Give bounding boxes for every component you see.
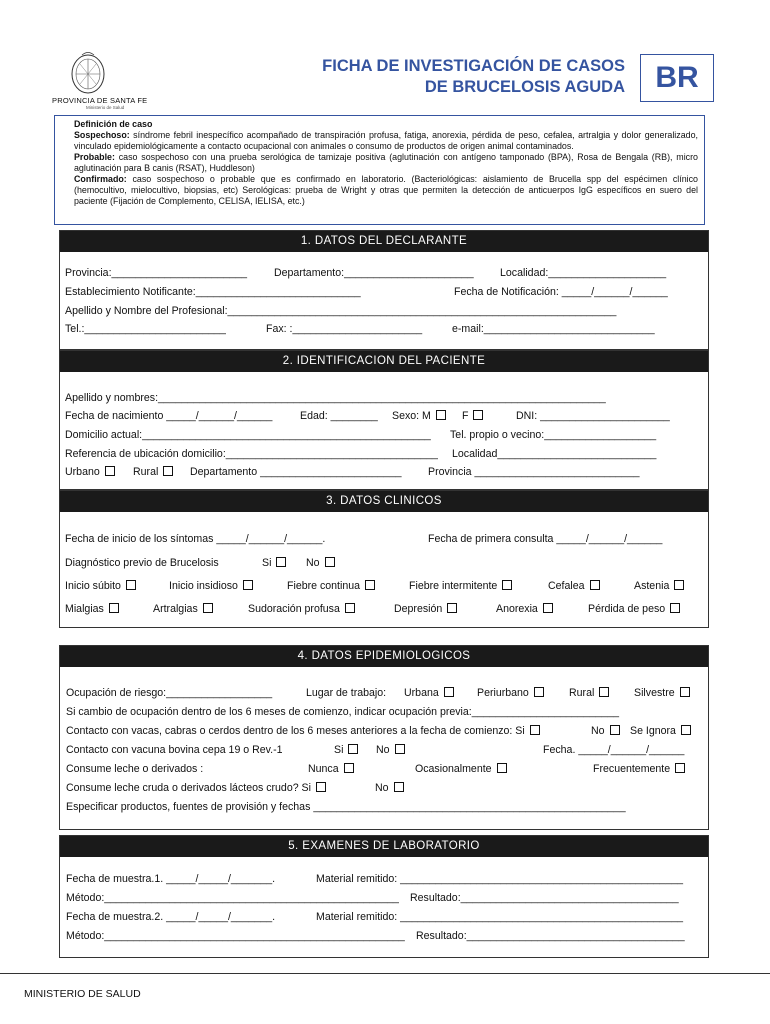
diagnostico-no-checkbox[interactable] [325, 557, 335, 567]
contacto-vacuna-label: Contacto con vacuna bovina cepa 19 o Rev.-1 [66, 744, 283, 756]
edad-field[interactable]: Edad: ________ [300, 410, 378, 422]
section-declarante [59, 230, 709, 350]
resultado-2-field[interactable]: Resultado:_____________________________________ [416, 930, 685, 942]
urbano-checkbox[interactable] [105, 466, 115, 476]
symptom-label: Fiebre intermitente [409, 580, 498, 592]
urbana-checkbox[interactable] [444, 687, 454, 697]
urbana-option[interactable] [404, 687, 454, 699]
fecha-inicio-sintomas-field[interactable]: Fecha de inicio de los síntomas _____/______/______. [65, 533, 326, 545]
symptom-option[interactable] [548, 580, 600, 592]
metodo-2-field[interactable]: Método:___________________________________________________ [66, 930, 405, 942]
rural-option[interactable] [133, 466, 173, 478]
symptom-checkbox[interactable] [109, 603, 119, 613]
rural-checkbox[interactable] [163, 466, 173, 476]
leche-cruda-no-option[interactable] [375, 782, 404, 794]
especificar-productos-field[interactable]: Especificar productos, fuentes de provisión y fechas _____________________________________________________ [66, 801, 626, 813]
symptom-option[interactable] [65, 580, 136, 592]
footer-divider [0, 973, 770, 974]
sexo-f-label: F [462, 410, 469, 422]
silvestre-option[interactable] [634, 687, 690, 699]
diagnostico-si-option[interactable] [262, 557, 286, 569]
symptom-label: Cefalea [548, 580, 585, 592]
symptom-checkbox[interactable] [674, 580, 684, 590]
email-field[interactable]: e-mail:_____________________________ [452, 323, 655, 335]
fecha-primera-consulta-field[interactable]: Fecha de primera consulta _____/______/______ [428, 533, 663, 545]
se-ignora-checkbox[interactable] [681, 725, 691, 735]
symptom-option[interactable] [287, 580, 375, 592]
nunca-checkbox[interactable] [344, 763, 354, 773]
vacuna-fecha-field[interactable]: Fecha. _____/______/______ [543, 744, 685, 756]
apellido-profesional-field[interactable]: Apellido y Nombre del Profesional:__________________________________________________________________ [65, 305, 617, 317]
symptom-option[interactable] [409, 580, 512, 592]
section-1-title: 1. DATOS DEL DECLARANTE [60, 231, 708, 252]
se-ignora-option[interactable] [630, 725, 691, 737]
symptom-label: Inicio insidioso [169, 580, 238, 592]
nunca-label: Nunca [308, 763, 339, 775]
contacto-animales-no-option[interactable] [591, 725, 620, 737]
periurbano-option[interactable] [477, 687, 544, 699]
contacto-animales-no-label: No [591, 725, 605, 737]
ocasionalmente-option[interactable] [415, 763, 507, 775]
leche-cruda-label: Consume leche cruda o derivados lácteos crudo? Si [66, 782, 311, 794]
diagnostico-previo-label: Diagnóstico previo de Brucelosis [65, 557, 219, 569]
confirmado-text: caso sospechoso o probable que es confirmado en laboratorio. (Bacteriológicas: aislamiento de Brucella spp del espécimen clínico (hemocultivo, mielocultivo, biopsias, etc) Serológicas: prueba de Wright y otras que permiten la detección de anticuerpos IgG específicos en suero del paciente (Fijación de Complemento, CELISA, IELISA, etc.) [74, 174, 698, 206]
symptom-option[interactable] [248, 603, 355, 615]
symptom-label: Mialgias [65, 603, 104, 615]
symptom-label: Sudoración profusa [248, 603, 340, 615]
vacuna-no-option[interactable] [376, 744, 405, 756]
probable-text: caso sospechoso con una prueba serológica de tamizaje positiva (aglutinación con antígeno tamponado (BPA), Rosa de Bengala (RB), micro aglutinación para B canis (RSAT), Huddleson) [74, 152, 698, 173]
lugar-trabajo-label: Lugar de trabajo: [306, 687, 387, 699]
probable-label: Probable: [74, 152, 115, 162]
vacuna-si-label: Si [334, 744, 344, 756]
localidad-field[interactable]: Localidad:____________________ [500, 267, 667, 279]
confirmado-label: Confirmado: [74, 174, 127, 184]
rural-trabajo-option[interactable] [569, 687, 609, 699]
form-code-badge: BR [640, 54, 714, 102]
nunca-option[interactable] [308, 763, 354, 775]
ministry-subtitle: Ministerio de Salud [86, 105, 125, 110]
symptom-label: Astenia [634, 580, 670, 592]
crest-icon [68, 50, 108, 96]
section-3-title: 3. DATOS CLINICOS [60, 491, 708, 512]
symptom-label: Pérdida de peso [588, 603, 666, 615]
symptom-checkbox[interactable] [365, 580, 375, 590]
section-paciente [59, 350, 709, 490]
symptom-label: Inicio súbito [65, 580, 121, 592]
periurbano-label: Periurbano [477, 687, 529, 699]
contacto-animales-option[interactable] [66, 725, 540, 737]
section-4-title: 4. DATOS EPIDEMIOLOGICOS [60, 646, 708, 667]
urbano-option[interactable] [65, 466, 115, 478]
symptom-checkbox[interactable] [447, 603, 457, 613]
sexo-m-label: Sexo: M [392, 410, 431, 422]
fecha-nacimiento-field[interactable]: Fecha de nacimiento _____/______/______ [65, 410, 273, 422]
province-name: PROVINCIA DE SANTA FE [52, 96, 148, 105]
leche-cruda-si-checkbox[interactable] [316, 782, 326, 792]
rural-trabajo-checkbox[interactable] [599, 687, 609, 697]
ocasionalmente-label: Ocasionalmente [415, 763, 492, 775]
material-remitido-1-field[interactable]: Material remitido: ________________________________________________ [316, 873, 683, 885]
title-line-1: FICHA DE INVESTIGACIÓN DE CASOS [322, 57, 625, 75]
vacuna-si-checkbox[interactable] [348, 744, 358, 754]
section-2-title: 2. IDENTIFICACION DEL PACIENTE [60, 351, 708, 372]
metodo-1-field[interactable]: Método:__________________________________________________ [66, 892, 399, 904]
dni-field[interactable]: DNI: ______________________ [516, 410, 670, 422]
apellido-paciente-field[interactable]: Apellido y nombres:____________________________________________________________________________ [65, 392, 606, 404]
fecha-muestra-1-field[interactable]: Fecha de muestra.1. _____/_____/_______. [66, 873, 276, 885]
sexo-f-option[interactable] [462, 410, 483, 422]
definition-heading: Definición de caso [74, 119, 153, 129]
symptom-checkbox[interactable] [543, 603, 553, 613]
diagnostico-no-label: No [306, 557, 320, 569]
symptom-checkbox[interactable] [243, 580, 253, 590]
establecimiento-field[interactable]: Establecimiento Notificante:____________________________ [65, 286, 361, 298]
tel-propio-field[interactable]: Tel. propio o vecino:___________________ [450, 429, 657, 441]
case-definition-box [54, 115, 705, 225]
ocupacion-field[interactable]: Ocupación de riesgo:__________________ [66, 687, 273, 699]
departamento-paciente-field[interactable]: Departamento ________________________ [190, 466, 402, 478]
contacto-animales-si-checkbox[interactable] [530, 725, 540, 735]
ocupacion-previa-field[interactable]: Si cambio de ocupación dentro de los 6 meses de comienzo, indicar ocupación previa:_________________________ [66, 706, 620, 718]
urbana-label: Urbana [404, 687, 439, 699]
tel-field[interactable]: Tel.:________________________ [65, 323, 226, 335]
page-title [322, 56, 625, 98]
resultado-1-field[interactable]: Resultado:_____________________________________ [410, 892, 679, 904]
fecha-notificacion-field[interactable]: Fecha de Notificación: _____/______/______ [454, 286, 668, 298]
urbano-label: Urbano [65, 466, 100, 478]
section-5-title: 5. EXAMENES DE LABORATORIO [60, 836, 708, 857]
symptom-label: Artralgias [153, 603, 198, 615]
symptom-label: Depresión [394, 603, 443, 615]
ocasionalmente-checkbox[interactable] [497, 763, 507, 773]
vacuna-no-label: No [376, 744, 390, 756]
diagnostico-si-label: Si [262, 557, 272, 569]
fax-field[interactable]: Fax: :______________________ [266, 323, 423, 335]
leche-cruda-option[interactable] [66, 782, 326, 794]
vacuna-si-option[interactable] [334, 744, 358, 756]
symptom-checkbox[interactable] [126, 580, 136, 590]
contacto-animales-label: Contacto con vacas, cabras o cerdos dentro de los 6 meses anteriores a la fecha de comienzo: Si [66, 725, 525, 737]
section-clinicos [59, 490, 709, 628]
consume-leche-label: Consume leche o derivados : [66, 763, 204, 775]
rural-label: Rural [133, 466, 159, 478]
symptom-checkbox[interactable] [203, 603, 213, 613]
frecuentemente-checkbox[interactable] [675, 763, 685, 773]
material-remitido-2-field[interactable]: Material remitido: ________________________________________________ [316, 911, 683, 923]
symptom-option[interactable] [153, 603, 213, 615]
diagnostico-no-option[interactable] [306, 557, 335, 569]
symptom-label: Anorexia [496, 603, 538, 615]
symptom-option[interactable] [496, 603, 553, 615]
provincia-paciente-field[interactable]: Provincia ____________________________ [428, 466, 640, 478]
symptom-checkbox[interactable] [345, 603, 355, 613]
sexo-m-checkbox[interactable] [436, 410, 446, 420]
fecha-muestra-2-field[interactable]: Fecha de muestra.2. _____/_____/_______. [66, 911, 276, 923]
domicilio-field[interactable]: Domicilio actual:_________________________________________________ [65, 429, 431, 441]
silvestre-label: Silvestre [634, 687, 675, 699]
sospechoso-text: síndrome febril inespecífico acompañado de transpiración profusa, fatiga, anorexia, pérdida de peso, cefalea, artralgia y dolor generalizado, vinculado epidemiológicamente a contacto ocupacional con animales o consumo de productos de origen animal contaminados. [74, 130, 698, 151]
contacto-animales-no-checkbox[interactable] [610, 725, 620, 735]
periurbano-checkbox[interactable] [534, 687, 544, 697]
sexo-m-option[interactable] [392, 410, 446, 422]
symptom-label: Fiebre continua [287, 580, 361, 592]
leche-cruda-no-checkbox[interactable] [394, 782, 404, 792]
sospechoso-label: Sospechoso: [74, 130, 130, 140]
leche-cruda-no-label: No [375, 782, 389, 794]
silvestre-checkbox[interactable] [680, 687, 690, 697]
symptom-option[interactable] [65, 603, 119, 615]
symptom-option[interactable] [169, 580, 253, 592]
section-epidemiologicos [59, 645, 709, 830]
diagnostico-si-checkbox[interactable] [276, 557, 286, 567]
title-line-2: DE BRUCELOSIS AGUDA [424, 78, 625, 96]
frecuentemente-label: Frecuentemente [593, 763, 671, 775]
vacuna-no-checkbox[interactable] [395, 744, 405, 754]
frecuentemente-option[interactable] [593, 763, 685, 775]
se-ignora-label: Se Ignora [630, 725, 676, 737]
rural-trabajo-label: Rural [569, 687, 595, 699]
provincia-field[interactable]: Provincia:_______________________ [65, 267, 248, 279]
symptom-checkbox[interactable] [670, 603, 680, 613]
symptom-checkbox[interactable] [590, 580, 600, 590]
departamento-field[interactable]: Departamento:______________________ [274, 267, 474, 279]
symptom-checkbox[interactable] [502, 580, 512, 590]
symptom-option[interactable] [634, 580, 684, 592]
symptom-option[interactable] [588, 603, 680, 615]
symptom-option[interactable] [394, 603, 457, 615]
localidad-paciente-field[interactable]: Localidad___________________________ [452, 448, 657, 460]
footer-ministry: MINISTERIO DE SALUD [24, 988, 141, 1000]
referencia-field[interactable]: Referencia de ubicación domicilio:____________________________________ [65, 448, 438, 460]
sexo-f-checkbox[interactable] [473, 410, 483, 420]
section-laboratorio [59, 835, 709, 958]
